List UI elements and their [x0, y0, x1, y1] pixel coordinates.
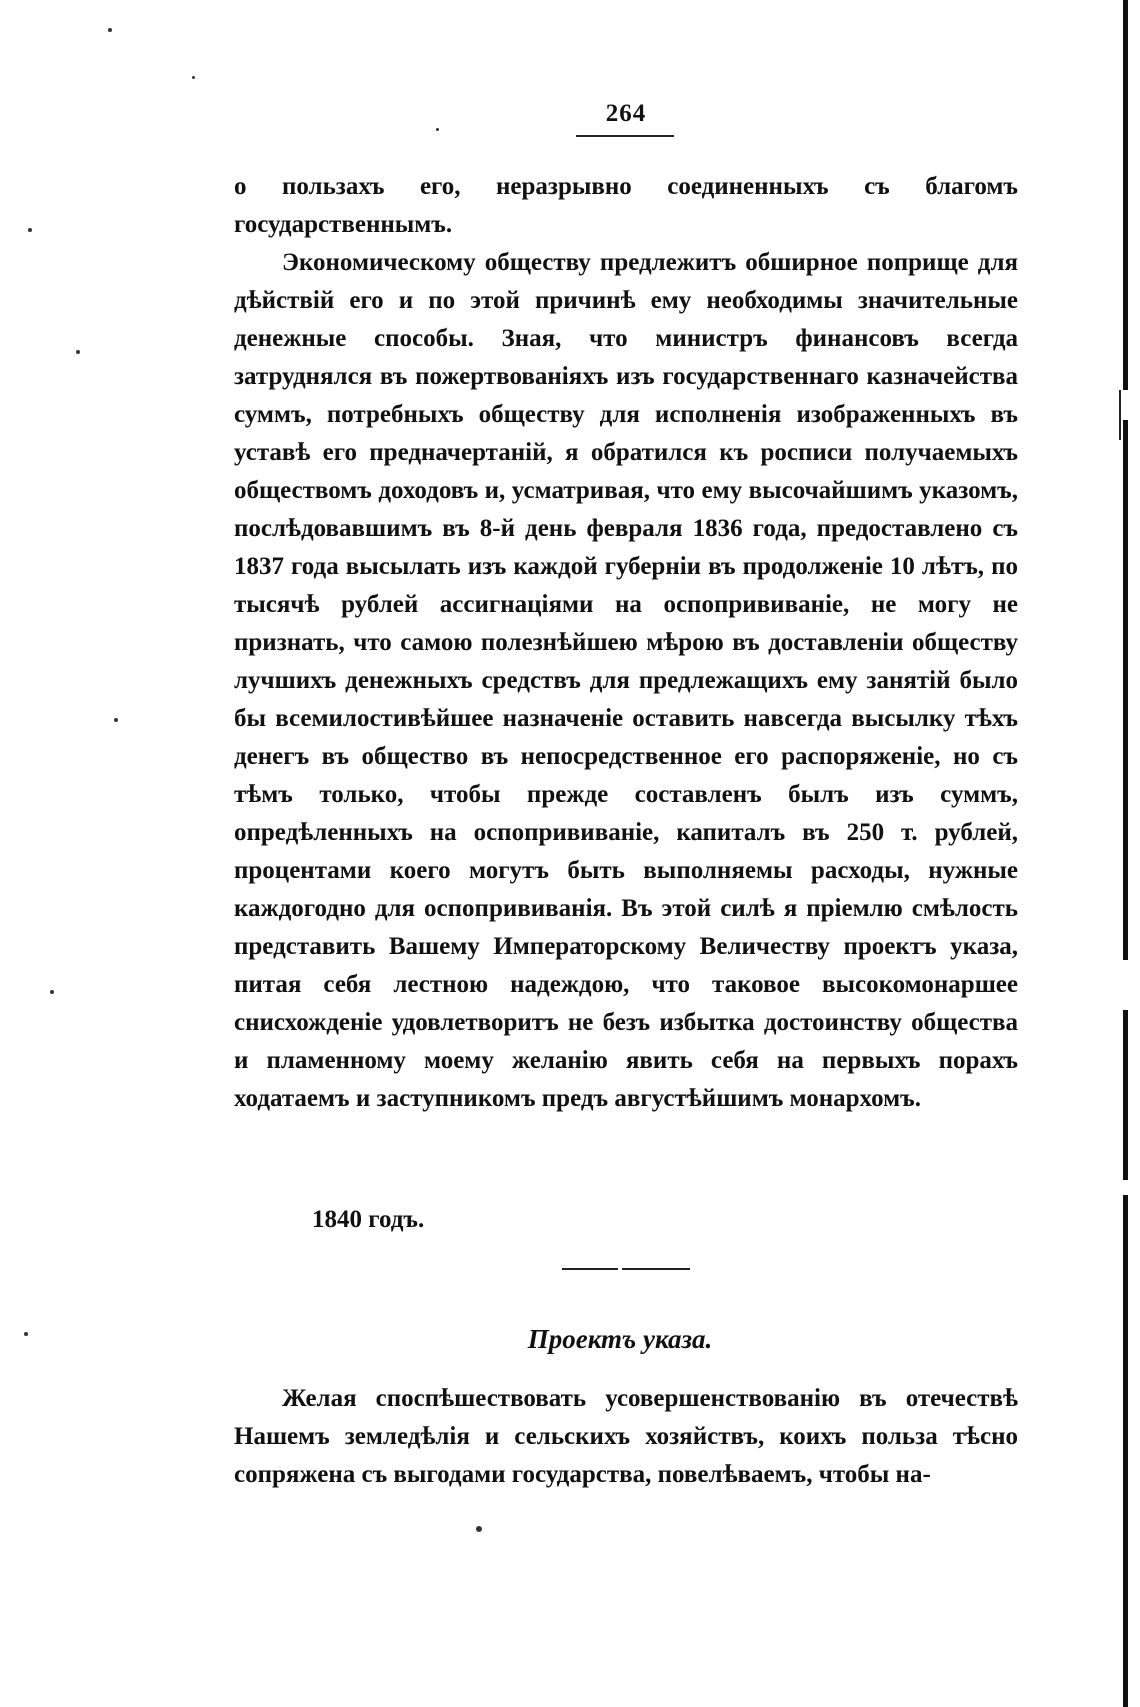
binding-edge: [1123, 1010, 1128, 1180]
scan-speck: [476, 1526, 482, 1532]
binding-edge: [1123, 420, 1128, 960]
binding-edge: [1123, 0, 1128, 390]
decree-paragraph-block: [234, 1380, 1018, 1494]
continuation-paragraph-block: [234, 168, 1018, 244]
scan-speck: [28, 228, 32, 232]
binding-edge: [1123, 1195, 1128, 1707]
body-paragraph-1: о пользахъ его, неразрывно соединенныхъ съ благомъ государственнымъ.: [234, 173, 1018, 238]
scan-speck: [108, 28, 112, 32]
scan-speck: [76, 350, 80, 354]
page-number: 264: [605, 100, 647, 127]
section-divider-right: [622, 1268, 690, 1270]
scan-speck: [24, 1332, 28, 1336]
scan-speck: [192, 76, 195, 79]
body-paragraph-2: Экономическому обществу предлежитъ обширное поприще для дѣйствій его и по этой причинѣ ему необходимы значительные денежные способы. Зная, что министръ финансовъ всегда затруднялся въ пожертвованіяхъ изъ государственнаго казначейства суммъ, потребныхъ обществу для исполненія изображенныхъ въ уставѣ его предначертаній, я обратился къ росписи получаемыхъ обществомъ доходовъ и, усматривая, что ему высочайшимъ указомъ, послѣдовавшимъ въ 8-й день февраля 1836 года, предоставлено съ 1837 года высылать изъ каждой губерніи въ продолженіе 10 лѣтъ, по тысячѣ рублей ассигнаціями на оспопрививаніе, не могу не признать, что самою полезнѣйшею мѣрою въ доставленіи обществу лучшихъ денежныхъ средствъ для предлежащихъ ему занятій было бы всемилостивѣйшее назначеніе оставить навсегда высылку тѣхъ денегъ въ общество въ непосредственное его распоряженіе, но съ тѣмъ только, чтобы прежде составленъ былъ изъ суммъ, опредѣленныхъ на оспопрививаніе, капиталъ въ 250 т. рублей, процентами коего могутъ быть выполняемы расходы, нужные каждогодно для оспопрививанія. Въ этой силѣ я пріемлю смѣлость представить Вашему Императорскому Величеству проектъ указа, питая себя лестною надеждою, что таковое высокомонаршее снисхожденіе удовлетворитъ не безъ избытка достоинству общества и пламенному моему желанію явить себя на первыхъ порахъ ходатаемъ и заступникомъ предъ августѣйшимъ монархомъ.: [234, 249, 1018, 1112]
page-number-underline: [576, 135, 674, 137]
scan-speck: [436, 128, 439, 131]
scan-speck: [50, 990, 54, 994]
binding-edge-thin: [1119, 390, 1121, 440]
section-divider-left: [562, 1268, 618, 1270]
section-title: Проектъ указа.: [527, 1324, 713, 1354]
scan-speck: [114, 718, 118, 722]
document-date: 1840 годъ.: [312, 1206, 425, 1233]
main-paragraph-block: [234, 244, 1018, 1118]
decree-paragraph-1: Желая споспѣшествовать усовершенствованію въ отечествѣ Нашемъ земледѣлія и сельскихъ хозяйствъ, коихъ польза тѣсно сопряжена съ выгодами государства, повелѣваемъ, чтобы на-: [234, 1385, 1018, 1488]
